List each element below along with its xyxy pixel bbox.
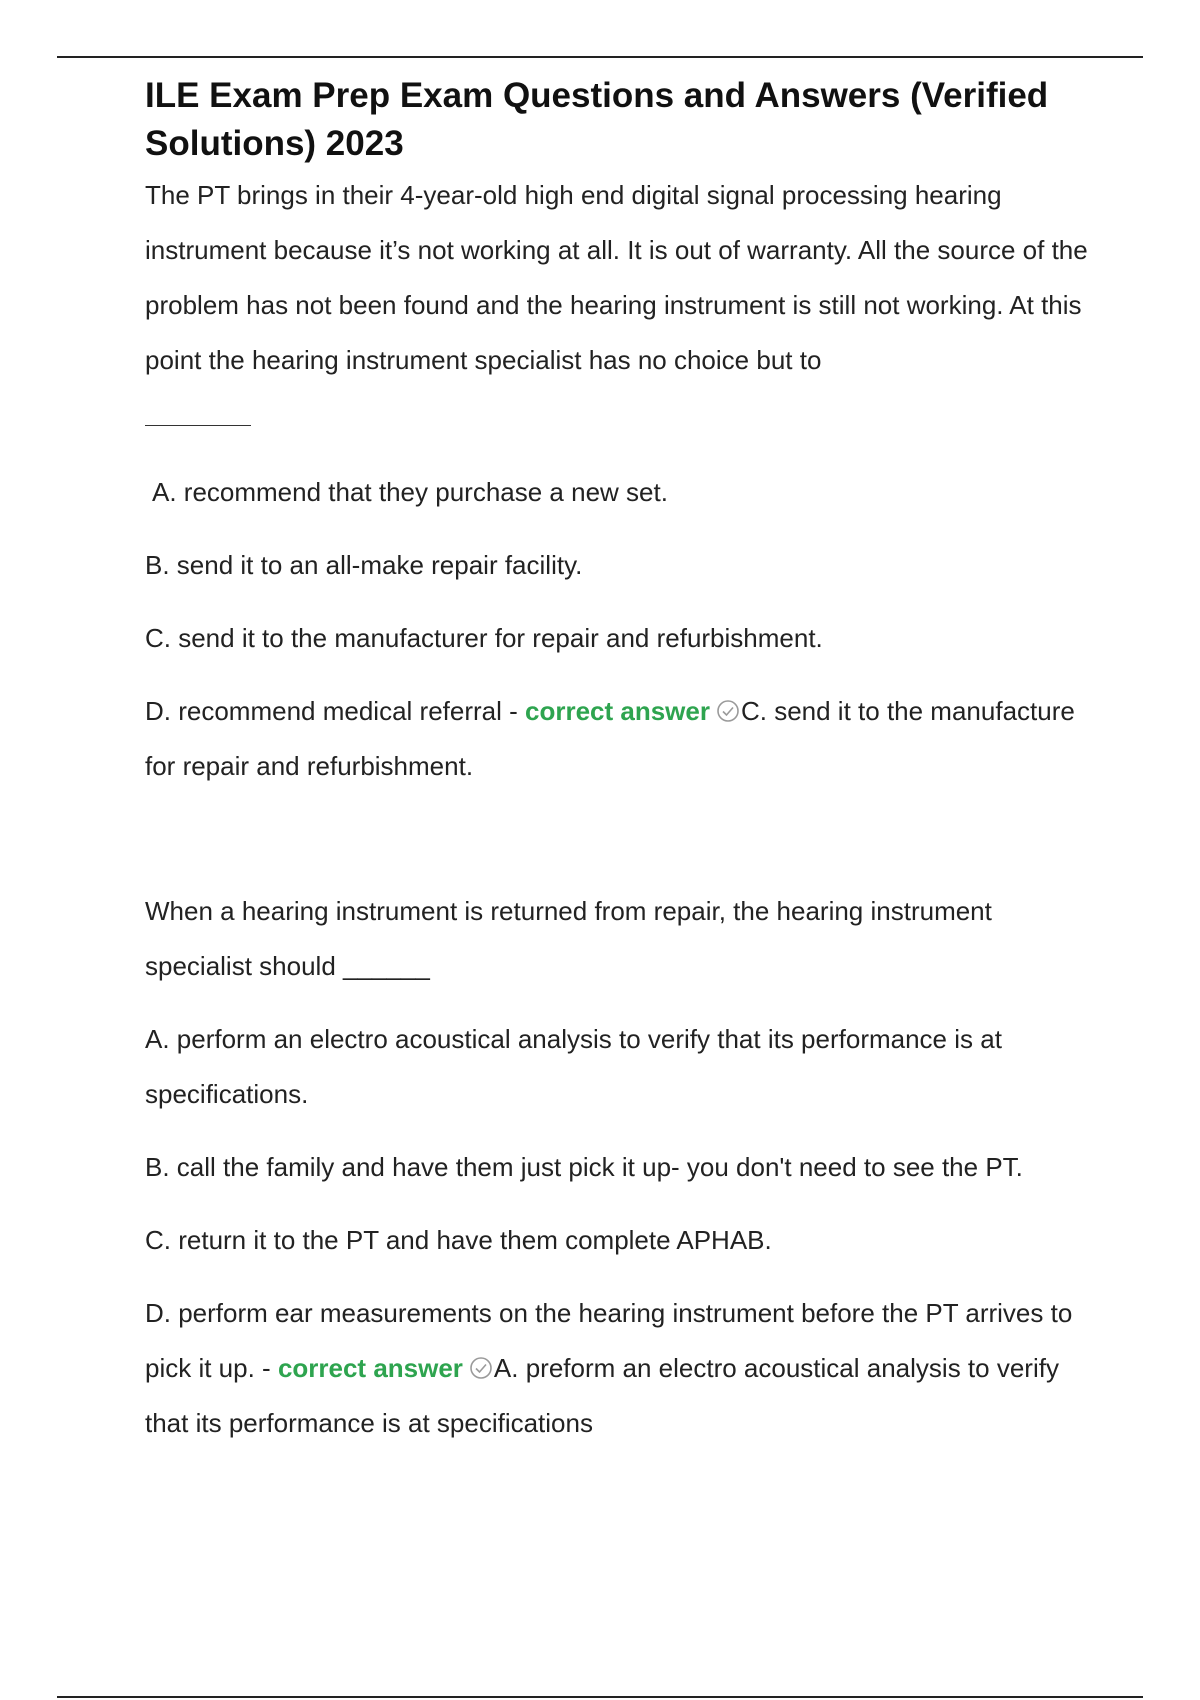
- question-1-stem: The PT brings in their 4-year-old high end digital signal processing hearing instrument because it’s not working at all. It is out of warranty. All the source of the problem has not been found and the hearing instrument is still not working. At this point the hearing instrument specialist has no choice but to: [145, 180, 1088, 375]
- question-2-option-c: C. return it to the PT and have them complete APHAB.: [145, 1225, 772, 1255]
- question-1-blank: [145, 394, 1105, 449]
- question-1-option-c: C. send it to the manufacturer for repair and refurbishment.: [145, 623, 823, 653]
- question-2-stem-text: When a hearing instrument is returned from repair, the hearing instrument specialist should: [145, 896, 992, 981]
- question-2-option-d: [145, 1286, 1105, 1451]
- question-1-option-b: B. send it to an all-make repair facility.: [145, 550, 583, 580]
- question-1-answer-text: C. send it to the manufacture for repair and refurbishment.: [145, 696, 1075, 781]
- question-2-blank: ______: [343, 951, 430, 981]
- question-1-option-d: [145, 684, 1105, 794]
- question-2: [145, 884, 1105, 1451]
- top-rule: [57, 56, 1143, 58]
- page-title: ILE Exam Prep Exam Questions and Answers (Verified Solutions) 2023: [145, 76, 1049, 163]
- bottom-rule: [57, 1696, 1143, 1698]
- question-1-option-a: A. recommend that they purchase a new set.: [152, 477, 668, 507]
- question-2-answer-text: A. preform an electro acoustical analysis to verify that its performance is at specifications: [145, 1353, 1059, 1438]
- blank-underline: [145, 425, 251, 426]
- question-2-option-a: A. perform an electro acoustical analysis to verify that its performance is at specifications.: [145, 1024, 1002, 1109]
- question-2-option-d-text: D. perform ear measurements on the hearing instrument before the PT arrives to pick it up. -: [145, 1298, 1073, 1383]
- question-2-stem: [145, 884, 1105, 994]
- question-1-option-d-text: D. recommend medical referral -: [145, 696, 525, 726]
- correct-answer-label: correct answer: [277, 1353, 463, 1383]
- document-body: [145, 72, 1105, 1451]
- check-circle-icon: [716, 699, 740, 723]
- question-1: [145, 168, 1105, 794]
- question-2-option-b: B. call the family and have them just pick it up- you don't need to see the PT.: [145, 1152, 1023, 1182]
- check-circle-icon: [469, 1356, 493, 1380]
- correct-answer-label: correct answer: [525, 696, 710, 726]
